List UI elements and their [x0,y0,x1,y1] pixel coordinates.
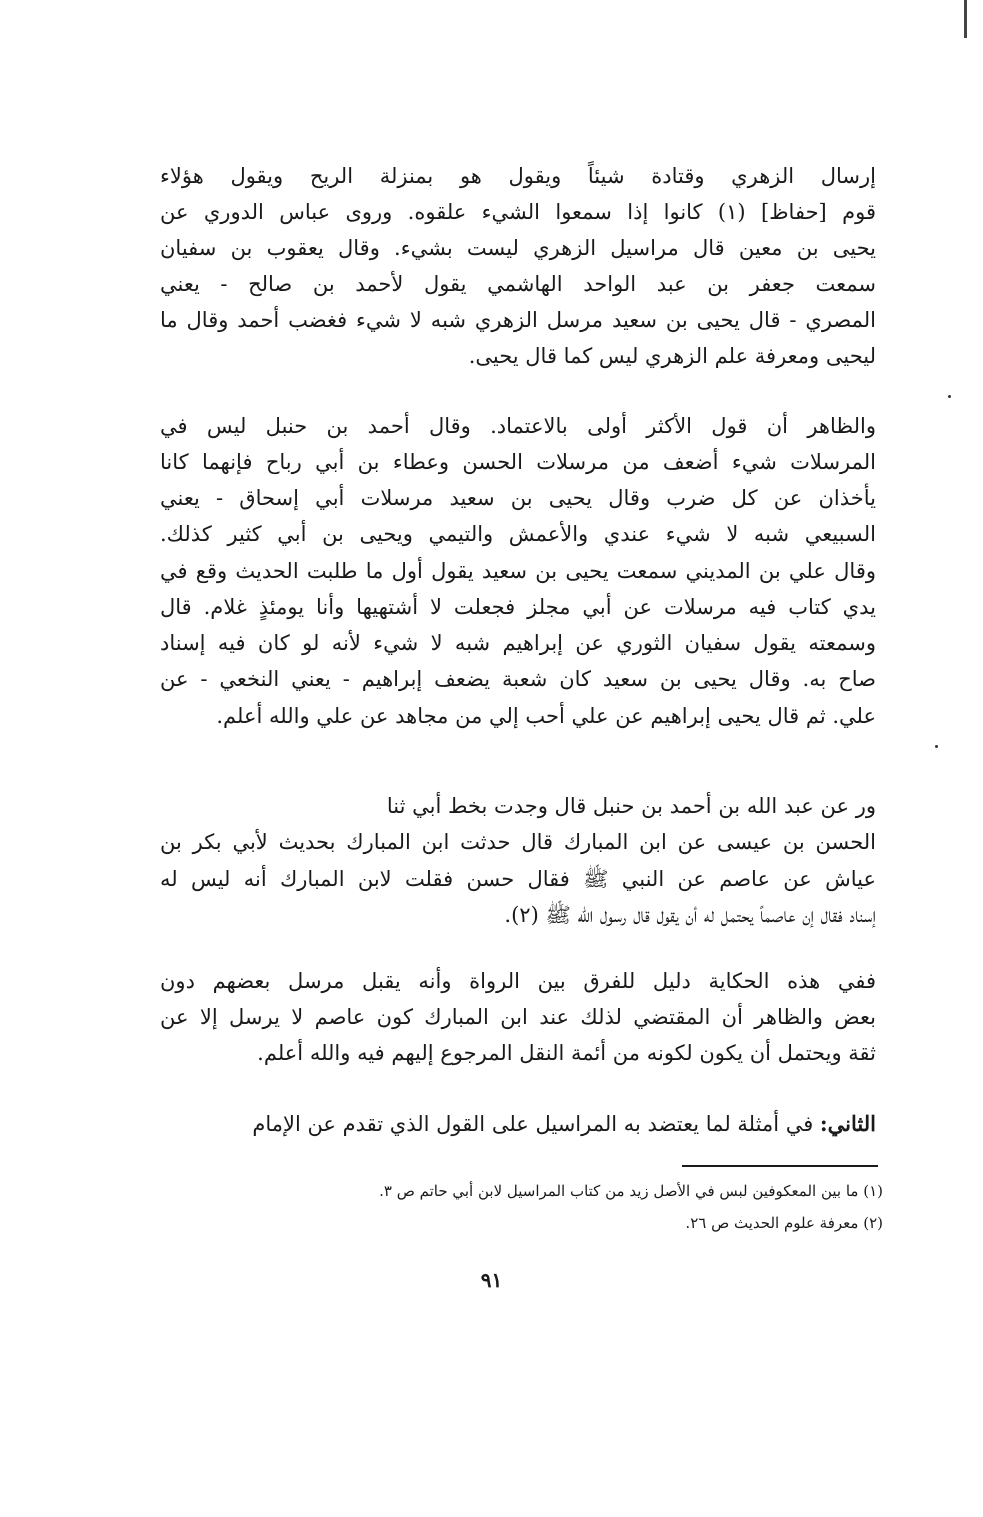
text-line: سمعت جعفر بن عبد الواحد الهاشمي يقول لأحمد بن صالح - يعني [160,272,876,296]
text-line: صاح به. وقال يحيى بن سعيد كان شعبة يضعف إبراهيم - يعني النخعي - عن [160,667,876,691]
section-lead-text: في أمثلة لما يعتضد به المراسيل على القول الذي تقدم عن الإمام [252,1112,820,1136]
scan-speck [948,395,951,398]
text-line [160,1108,876,1144]
text-line: الحسن بن عيسى عن ابن المبارك قال حدثت ابن المبارك بحديث لأبي بكر بن [160,830,876,854]
scan-edge-mark [964,0,967,38]
text-line: يأخذان عن كل ضرب وقال يحيى بن سعيد مرسلات أبي إسحاق - يعني [160,486,876,510]
text-line: بعض والظاهر أن المقتضي لذلك عند ابن المبارك كون عاصم لا يرسل إلا عن [160,1005,876,1029]
text-line: قوم [حفاظ] (١) كانوا إذا سمعوا الشيء علقوه. وروى عباس الدوري عن [160,200,876,224]
text-line: ففي هذه الحكاية دليل للفرق بين الرواة وأنه يقبل مرسل بعضهم دون [160,969,876,993]
text-line: إسناد فقال إن عاصماً يحتمل له أن يقول قال رسول الله ﷺ (٢). [504,903,876,927]
section-lead: الثاني: [819,1111,876,1136]
footnote-2: (٢) معرفة علوم الحديث ص ٢٦. [685,1214,883,1232]
text-line: يحيى بن معين قال مراسيل الزهري ليست بشيء. وقال يعقوب بن سفيان [160,236,876,260]
text-line: المصري - قال يحيى بن سعيد مرسل الزهري شبه لا شيء فغضب أحمد وقال ما [160,308,876,332]
footnote-divider [682,1165,878,1167]
text-line: ليحيى ومعرفة علم الزهري ليس كما قال يحيى. [468,344,876,368]
text-line: السبيعي شبه لا شيء عندي والأعمش والتيمي ويحيى بن أبي كثير كذلك. [160,522,876,546]
text-line: ثقة ويحتمل أن يكون لكونه من أئمة النقل المرجوع إليهم فيه والله أعلم. [257,1041,876,1065]
text-line: والظاهر أن قول الأكثر أولى بالاعتماد. وقال أحمد بن حنبل ليس في [160,414,876,438]
text-line: يدي كتاب فيه مرسلات عن أبي مجلز فجعلت لا أشتهيها وأنا يومئذٍ غلام. قال [160,595,876,619]
text-line: وقال علي بن المديني سمعت يحيى بن سعيد يقول أول ما طلبت الحديث وقع في [160,559,876,583]
footnote-1: (١) ما بين المعكوفين لبس في الأصل زيد من كتاب المراسيل لابن أبي حاتم ص ٣. [379,1182,883,1200]
scan-speck [935,745,938,748]
text-line: ور عن عبد الله بن أحمد بن حنبل قال وجدت بخط أبي ثنا [386,794,876,818]
text-line: علي. ثم قال يحيى إبراهيم عن علي أحب إلي من مجاهد عن علي والله أعلم. [216,704,876,728]
text-line: عياش عن عاصم عن النبي ﷺ فقال حسن فقلت لابن المبارك أنه ليس له [160,867,876,891]
text-line: وسمعته يقول سفيان الثوري عن إبراهيم شبه لا شيء لأنه لو كان فيه إسناد [160,631,876,655]
text-line: إرسال الزهري وقتادة شيئاً ويقول هو بمنزلة الريح ويقول هؤلاء [160,164,876,188]
page-number: ٩١ [480,1268,503,1292]
text-line: المرسلات شيء أضعف من مرسلات الحسن وعطاء بن أبي رباح فإنهما كانا [160,450,876,474]
